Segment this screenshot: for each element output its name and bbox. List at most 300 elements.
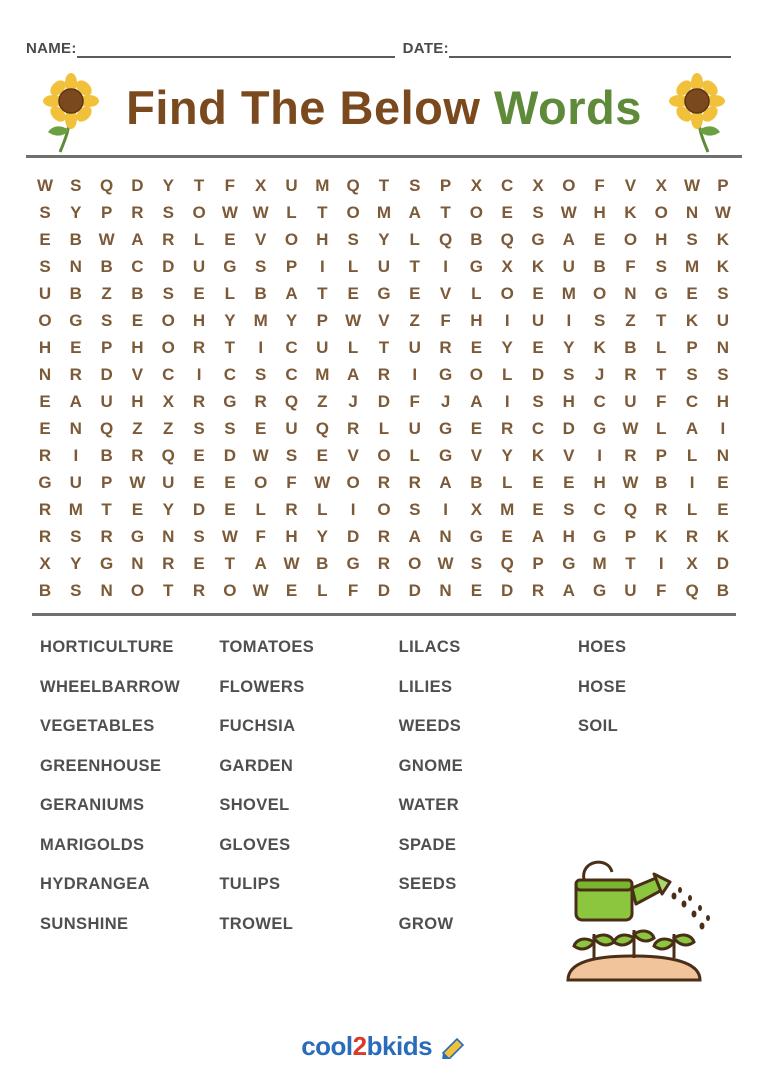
grid-letter[interactable]: B <box>254 284 267 303</box>
grid-letter[interactable]: A <box>285 284 298 303</box>
grid-letter[interactable]: B <box>655 473 668 492</box>
grid-letter[interactable]: E <box>39 230 51 249</box>
grid-letter[interactable]: B <box>593 257 606 276</box>
grid-letter[interactable]: H <box>593 203 606 222</box>
grid-letter[interactable]: I <box>443 257 448 276</box>
grid-letter[interactable]: E <box>470 581 483 600</box>
grid-letter[interactable]: B <box>470 230 483 249</box>
grid-letter[interactable]: P <box>285 257 298 276</box>
grid-letter[interactable]: Y <box>70 203 82 222</box>
grid-letter[interactable]: H <box>192 311 206 330</box>
grid-letter[interactable]: O <box>469 365 483 384</box>
grid-letter[interactable]: R <box>377 365 391 384</box>
grid-letter[interactable]: D <box>131 176 144 195</box>
grid-letter[interactable]: X <box>686 554 698 573</box>
word-list-item[interactable]: GNOME <box>398 756 463 775</box>
grid-letter[interactable]: L <box>317 500 328 519</box>
grid-letter[interactable]: U <box>531 311 545 330</box>
grid-letter[interactable]: A <box>131 230 144 249</box>
grid-letter[interactable]: X <box>255 176 267 195</box>
grid-letter[interactable]: J <box>440 392 451 411</box>
grid-letter[interactable]: D <box>531 365 545 384</box>
grid-letter[interactable]: G <box>593 581 607 600</box>
grid-letter[interactable]: F <box>594 176 605 195</box>
grid-letter[interactable]: P <box>532 554 544 573</box>
grid-letter[interactable]: D <box>223 446 237 465</box>
grid-letter[interactable]: Y <box>316 527 328 546</box>
grid-letter[interactable]: W <box>221 203 238 222</box>
grid-letter[interactable]: C <box>223 365 237 384</box>
grid-letter[interactable]: W <box>437 554 454 573</box>
grid-letter[interactable]: S <box>39 257 51 276</box>
grid-letter[interactable]: M <box>592 554 607 573</box>
grid-letter[interactable]: Y <box>285 311 298 330</box>
grid-letter[interactable]: L <box>656 338 667 357</box>
grid-letter[interactable]: Y <box>501 446 513 465</box>
grid-letter[interactable]: N <box>69 257 82 276</box>
grid-letter[interactable]: S <box>70 581 82 600</box>
grid-letter[interactable]: W <box>345 311 362 330</box>
grid-letter[interactable]: R <box>38 446 52 465</box>
word-list-item[interactable]: FLOWERS <box>219 677 305 696</box>
grid-letter[interactable]: L <box>409 230 420 249</box>
grid-letter[interactable]: E <box>316 446 328 465</box>
grid-letter[interactable]: G <box>531 230 545 249</box>
grid-letter[interactable]: E <box>686 284 698 303</box>
grid-letter[interactable]: S <box>655 257 667 276</box>
grid-letter[interactable]: S <box>563 365 575 384</box>
grid-letter[interactable]: Q <box>500 230 514 249</box>
grid-letter[interactable]: Q <box>100 419 114 438</box>
grid-letter[interactable]: F <box>224 176 236 195</box>
grid-letter[interactable]: F <box>656 392 667 411</box>
grid-letter[interactable]: S <box>224 419 236 438</box>
grid-letter[interactable]: M <box>500 500 515 519</box>
grid-letter[interactable]: M <box>68 500 83 519</box>
grid-letter[interactable]: S <box>532 392 544 411</box>
grid-letter[interactable]: E <box>193 284 205 303</box>
word-list-item[interactable]: HYDRANGEA <box>40 875 150 893</box>
grid-letter[interactable]: E <box>470 338 483 357</box>
grid-letter[interactable]: H <box>131 338 144 357</box>
grid-letter[interactable]: S <box>39 203 51 222</box>
grid-letter[interactable]: R <box>131 446 144 465</box>
grid-letter[interactable]: Z <box>163 419 174 438</box>
grid-letter[interactable]: L <box>501 473 513 492</box>
grid-letter[interactable]: G <box>593 527 607 546</box>
grid-letter[interactable]: O <box>223 581 237 600</box>
grid-letter[interactable]: V <box>378 311 390 330</box>
grid-letter[interactable]: S <box>100 311 113 330</box>
grid-letter[interactable]: U <box>285 419 298 438</box>
grid-letter[interactable]: L <box>224 284 236 303</box>
grid-letter[interactable]: G <box>438 419 453 438</box>
grid-letter[interactable]: U <box>285 176 298 195</box>
grid-letter[interactable]: E <box>39 392 51 411</box>
grid-letter[interactable]: K <box>531 257 545 276</box>
grid-letter[interactable]: X <box>39 554 51 573</box>
word-search-grid[interactable] <box>26 176 742 601</box>
grid-letter[interactable]: D <box>192 500 206 519</box>
grid-letter[interactable]: B <box>131 284 144 303</box>
grid-letter[interactable]: B <box>716 581 730 600</box>
grid-letter[interactable]: T <box>163 581 174 600</box>
grid-letter[interactable]: B <box>624 338 637 357</box>
grid-letter[interactable]: R <box>377 473 391 492</box>
grid-letter[interactable]: R <box>131 203 144 222</box>
grid-letter[interactable]: Q <box>438 230 453 249</box>
grid-letter[interactable]: K <box>685 311 699 330</box>
grid-letter[interactable]: U <box>162 473 175 492</box>
grid-letter[interactable]: E <box>532 500 544 519</box>
grid-letter[interactable]: E <box>501 527 513 546</box>
word-list-item[interactable]: FUCHSIA <box>219 717 296 735</box>
grid-letter[interactable]: S <box>193 419 205 438</box>
grid-letter[interactable]: S <box>686 230 698 249</box>
grid-letter[interactable]: I <box>319 257 325 276</box>
grid-letter[interactable]: S <box>409 176 421 195</box>
grid-letter[interactable]: Y <box>501 338 513 357</box>
grid-letter[interactable]: R <box>531 581 545 600</box>
grid-letter[interactable]: G <box>593 419 607 438</box>
grid-letter[interactable]: O <box>346 203 360 222</box>
grid-letter[interactable]: Z <box>409 311 420 330</box>
grid-letter[interactable]: Q <box>100 176 114 195</box>
grid-letter[interactable]: S <box>70 176 82 195</box>
grid-letter[interactable]: W <box>560 203 577 222</box>
grid-letter[interactable]: A <box>562 581 575 600</box>
grid-letter[interactable]: U <box>408 419 421 438</box>
grid-letter[interactable]: V <box>131 365 144 384</box>
grid-letter[interactable]: C <box>531 419 545 438</box>
grid-letter[interactable]: W <box>684 176 701 195</box>
grid-letter[interactable]: L <box>347 338 359 357</box>
grid-letter[interactable]: S <box>532 203 544 222</box>
grid-letter[interactable]: S <box>717 365 729 384</box>
grid-letter[interactable]: E <box>255 419 267 438</box>
grid-letter[interactable]: N <box>624 284 637 303</box>
grid-letter[interactable]: S <box>70 527 82 546</box>
grid-letter[interactable]: S <box>285 446 298 465</box>
grid-letter[interactable]: F <box>656 581 667 600</box>
grid-letter[interactable]: R <box>69 365 82 384</box>
grid-letter[interactable]: U <box>316 338 329 357</box>
grid-letter[interactable]: G <box>130 527 145 546</box>
grid-letter[interactable]: O <box>161 338 175 357</box>
word-list-item[interactable]: TROWEL <box>219 914 294 933</box>
grid-letter[interactable]: B <box>100 446 113 465</box>
grid-letter[interactable]: E <box>39 419 51 438</box>
grid-letter[interactable]: N <box>439 527 452 546</box>
grid-letter[interactable]: I <box>720 419 726 438</box>
grid-letter[interactable]: A <box>254 554 267 573</box>
grid-letter[interactable]: V <box>439 284 452 303</box>
name-input-line[interactable] <box>77 40 395 58</box>
grid-letter[interactable]: Y <box>162 500 174 519</box>
grid-letter[interactable]: C <box>162 365 175 384</box>
date-field[interactable] <box>403 40 731 58</box>
grid-letter[interactable]: Q <box>161 446 175 465</box>
word-list-item[interactable]: TULIPS <box>219 875 281 893</box>
grid-letter[interactable]: E <box>224 500 236 519</box>
grid-letter[interactable]: R <box>655 500 668 519</box>
word-list-item[interactable]: GLOVES <box>219 835 291 854</box>
grid-letter[interactable]: Q <box>315 419 329 438</box>
grid-letter[interactable]: P <box>717 176 729 195</box>
grid-letter[interactable]: P <box>100 473 113 492</box>
grid-letter[interactable]: L <box>686 500 698 519</box>
grid-letter[interactable]: G <box>38 473 52 492</box>
word-list-item[interactable]: GARDEN <box>219 756 294 775</box>
grid-letter[interactable]: E <box>532 338 544 357</box>
grid-letter[interactable]: S <box>686 365 698 384</box>
grid-letter[interactable]: X <box>532 176 544 195</box>
grid-letter[interactable]: E <box>470 419 483 438</box>
word-list-item[interactable]: WATER <box>398 796 460 814</box>
grid-letter[interactable]: N <box>685 203 699 222</box>
grid-letter[interactable]: R <box>192 338 206 357</box>
grid-letter[interactable]: L <box>409 446 420 465</box>
grid-letter[interactable]: A <box>470 392 483 411</box>
grid-letter[interactable]: O <box>377 500 391 519</box>
grid-letter[interactable]: J <box>594 365 605 384</box>
grid-letter[interactable]: T <box>440 203 451 222</box>
grid-letter[interactable]: E <box>193 554 205 573</box>
grid-letter[interactable]: I <box>412 365 418 384</box>
grid-letter[interactable]: A <box>346 365 360 384</box>
grid-letter[interactable]: I <box>597 446 602 465</box>
word-list-item[interactable]: LILACS <box>398 638 461 656</box>
grid-letter[interactable]: V <box>563 446 575 465</box>
grid-letter[interactable]: B <box>69 284 82 303</box>
word-list-item[interactable]: HOES <box>577 638 627 656</box>
grid-letter[interactable]: T <box>378 176 390 195</box>
grid-letter[interactable]: E <box>532 473 544 492</box>
grid-letter[interactable]: G <box>469 527 483 546</box>
grid-letter[interactable]: O <box>284 230 299 249</box>
grid-letter[interactable]: Q <box>623 500 638 519</box>
grid-letter[interactable]: D <box>716 554 730 573</box>
grid-letter[interactable]: I <box>258 338 264 357</box>
grid-letter[interactable]: D <box>162 257 175 276</box>
grid-letter[interactable]: R <box>100 527 113 546</box>
grid-letter[interactable]: Q <box>284 392 299 411</box>
grid-letter[interactable]: R <box>254 392 267 411</box>
grid-letter[interactable]: H <box>316 230 329 249</box>
grid-letter[interactable]: W <box>622 473 639 492</box>
grid-letter[interactable]: R <box>285 500 298 519</box>
grid-letter[interactable]: O <box>161 311 175 330</box>
grid-letter[interactable]: E <box>717 500 729 519</box>
grid-letter[interactable]: N <box>131 554 144 573</box>
grid-letter[interactable]: C <box>131 257 144 276</box>
grid-letter[interactable]: C <box>285 338 298 357</box>
grid-letter[interactable]: L <box>193 230 205 249</box>
grid-letter[interactable]: W <box>221 527 238 546</box>
grid-letter[interactable]: A <box>531 527 545 546</box>
grid-letter[interactable]: X <box>470 176 483 195</box>
grid-letter[interactable]: S <box>193 527 205 546</box>
grid-letter[interactable]: W <box>252 446 269 465</box>
grid-letter[interactable]: L <box>378 419 390 438</box>
grid-letter[interactable]: O <box>377 446 391 465</box>
grid-letter[interactable]: P <box>100 203 113 222</box>
grid-letter[interactable]: D <box>562 419 575 438</box>
grid-letter[interactable]: P <box>439 176 452 195</box>
word-list-item[interactable]: TOMATOES <box>219 638 315 656</box>
grid-letter[interactable]: H <box>593 473 606 492</box>
grid-letter[interactable]: N <box>162 527 175 546</box>
grid-letter[interactable]: E <box>593 230 606 249</box>
grid-letter[interactable]: O <box>562 176 576 195</box>
grid-letter[interactable]: L <box>656 419 667 438</box>
grid-letter[interactable]: I <box>196 365 202 384</box>
grid-letter[interactable]: Y <box>162 176 174 195</box>
grid-letter[interactable]: I <box>73 446 79 465</box>
grid-letter[interactable]: D <box>100 365 113 384</box>
grid-letter[interactable]: T <box>101 500 112 519</box>
grid-letter[interactable]: S <box>717 284 729 303</box>
grid-letter[interactable]: N <box>38 365 52 384</box>
grid-letter[interactable]: N <box>716 338 730 357</box>
grid-letter[interactable]: Y <box>378 230 390 249</box>
grid-letter[interactable]: K <box>655 527 668 546</box>
grid-letter[interactable]: P <box>686 338 698 357</box>
grid-letter[interactable]: R <box>501 419 514 438</box>
grid-letter[interactable]: G <box>438 446 453 465</box>
grid-letter[interactable]: T <box>224 338 236 357</box>
grid-letter[interactable]: U <box>562 257 575 276</box>
grid-letter[interactable]: H <box>131 392 144 411</box>
grid-letter[interactable]: P <box>100 338 113 357</box>
grid-letter[interactable]: R <box>346 419 360 438</box>
grid-letter[interactable]: W <box>252 581 269 600</box>
grid-letter[interactable]: I <box>658 554 664 573</box>
grid-letter[interactable]: H <box>562 527 575 546</box>
grid-letter[interactable]: L <box>286 203 297 222</box>
grid-letter[interactable]: G <box>100 554 114 573</box>
grid-letter[interactable]: G <box>69 311 83 330</box>
grid-letter[interactable]: B <box>470 473 483 492</box>
name-field[interactable] <box>26 40 395 58</box>
grid-letter[interactable]: E <box>563 473 575 492</box>
grid-letter[interactable]: E <box>285 581 298 600</box>
word-list-item[interactable]: SUNSHINE <box>40 914 129 933</box>
date-input-line[interactable] <box>449 40 731 58</box>
grid-letter[interactable]: P <box>655 446 667 465</box>
grid-letter[interactable]: R <box>685 527 699 546</box>
grid-letter[interactable]: S <box>347 230 359 249</box>
grid-letter[interactable]: I <box>689 473 695 492</box>
grid-letter[interactable]: R <box>408 473 421 492</box>
grid-letter[interactable]: M <box>561 284 576 303</box>
grid-letter[interactable]: S <box>593 311 606 330</box>
grid-letter[interactable]: B <box>100 257 113 276</box>
grid-letter[interactable]: T <box>317 284 328 303</box>
grid-letter[interactable]: R <box>38 527 52 546</box>
grid-letter[interactable]: F <box>255 527 266 546</box>
word-list-item[interactable]: GERANIUMS <box>40 796 145 814</box>
grid-letter[interactable]: S <box>162 203 174 222</box>
grid-letter[interactable]: A <box>439 473 452 492</box>
word-list-item[interactable]: SEEDS <box>398 875 457 893</box>
grid-letter[interactable]: V <box>470 446 483 465</box>
grid-letter[interactable]: W <box>252 203 269 222</box>
word-list-item[interactable]: SOIL <box>577 717 619 735</box>
grid-letter[interactable]: R <box>192 392 206 411</box>
grid-letter[interactable]: I <box>504 311 510 330</box>
grid-letter[interactable]: L <box>255 500 266 519</box>
grid-letter[interactable]: O <box>500 284 514 303</box>
grid-letter[interactable]: B <box>38 581 52 600</box>
grid-letter[interactable]: R <box>439 338 452 357</box>
grid-letter[interactable]: U <box>716 311 730 330</box>
grid-letter[interactable]: U <box>100 392 113 411</box>
grid-letter[interactable]: G <box>562 554 576 573</box>
grid-letter[interactable]: U <box>38 284 52 303</box>
grid-letter[interactable]: B <box>316 554 329 573</box>
grid-letter[interactable]: O <box>593 284 607 303</box>
grid-letter[interactable]: G <box>654 284 668 303</box>
grid-letter[interactable]: J <box>348 392 358 411</box>
grid-letter[interactable]: E <box>347 284 359 303</box>
grid-letter[interactable]: H <box>285 527 298 546</box>
grid-letter[interactable]: E <box>224 230 236 249</box>
grid-letter[interactable]: X <box>470 500 483 519</box>
grid-letter[interactable]: G <box>223 392 237 411</box>
grid-letter[interactable]: G <box>377 284 391 303</box>
word-list-item[interactable]: HORTICULTURE <box>40 638 174 656</box>
grid-letter[interactable]: C <box>285 365 298 384</box>
grid-letter[interactable]: C <box>593 500 606 519</box>
grid-letter[interactable]: N <box>716 446 730 465</box>
grid-letter[interactable]: L <box>317 581 328 600</box>
grid-letter[interactable]: K <box>531 446 545 465</box>
grid-letter[interactable]: M <box>376 203 392 222</box>
grid-letter[interactable]: Q <box>685 581 699 600</box>
grid-letter[interactable]: F <box>409 392 420 411</box>
grid-letter[interactable]: T <box>625 554 636 573</box>
grid-letter[interactable]: T <box>317 203 328 222</box>
grid-letter[interactable]: E <box>409 284 421 303</box>
grid-letter[interactable]: O <box>654 203 668 222</box>
grid-letter[interactable]: R <box>624 365 637 384</box>
grid-letter[interactable]: S <box>470 554 483 573</box>
grid-letter[interactable]: X <box>655 176 667 195</box>
grid-letter[interactable]: M <box>315 176 330 195</box>
grid-letter[interactable]: O <box>254 473 268 492</box>
grid-letter[interactable]: R <box>377 527 391 546</box>
grid-letter[interactable]: K <box>624 203 637 222</box>
grid-letter[interactable]: K <box>716 257 730 276</box>
grid-letter[interactable]: G <box>346 554 360 573</box>
grid-letter[interactable]: O <box>623 230 638 249</box>
grid-letter[interactable]: R <box>192 581 206 600</box>
grid-letter[interactable]: T <box>378 338 390 357</box>
word-list-item[interactable]: HOSE <box>577 677 627 696</box>
grid-letter[interactable]: X <box>501 257 513 276</box>
grid-letter[interactable]: U <box>624 392 637 411</box>
grid-letter[interactable]: D <box>377 392 391 411</box>
grid-letter[interactable]: W <box>622 419 639 438</box>
word-list-item[interactable]: GREENHOUSE <box>40 756 162 775</box>
grid-letter[interactable]: M <box>315 365 330 384</box>
grid-letter[interactable]: V <box>255 230 267 249</box>
grid-letter[interactable]: A <box>408 527 421 546</box>
word-list-item[interactable]: SPADE <box>398 835 457 854</box>
grid-letter[interactable]: L <box>501 365 513 384</box>
grid-letter[interactable]: C <box>685 392 699 411</box>
